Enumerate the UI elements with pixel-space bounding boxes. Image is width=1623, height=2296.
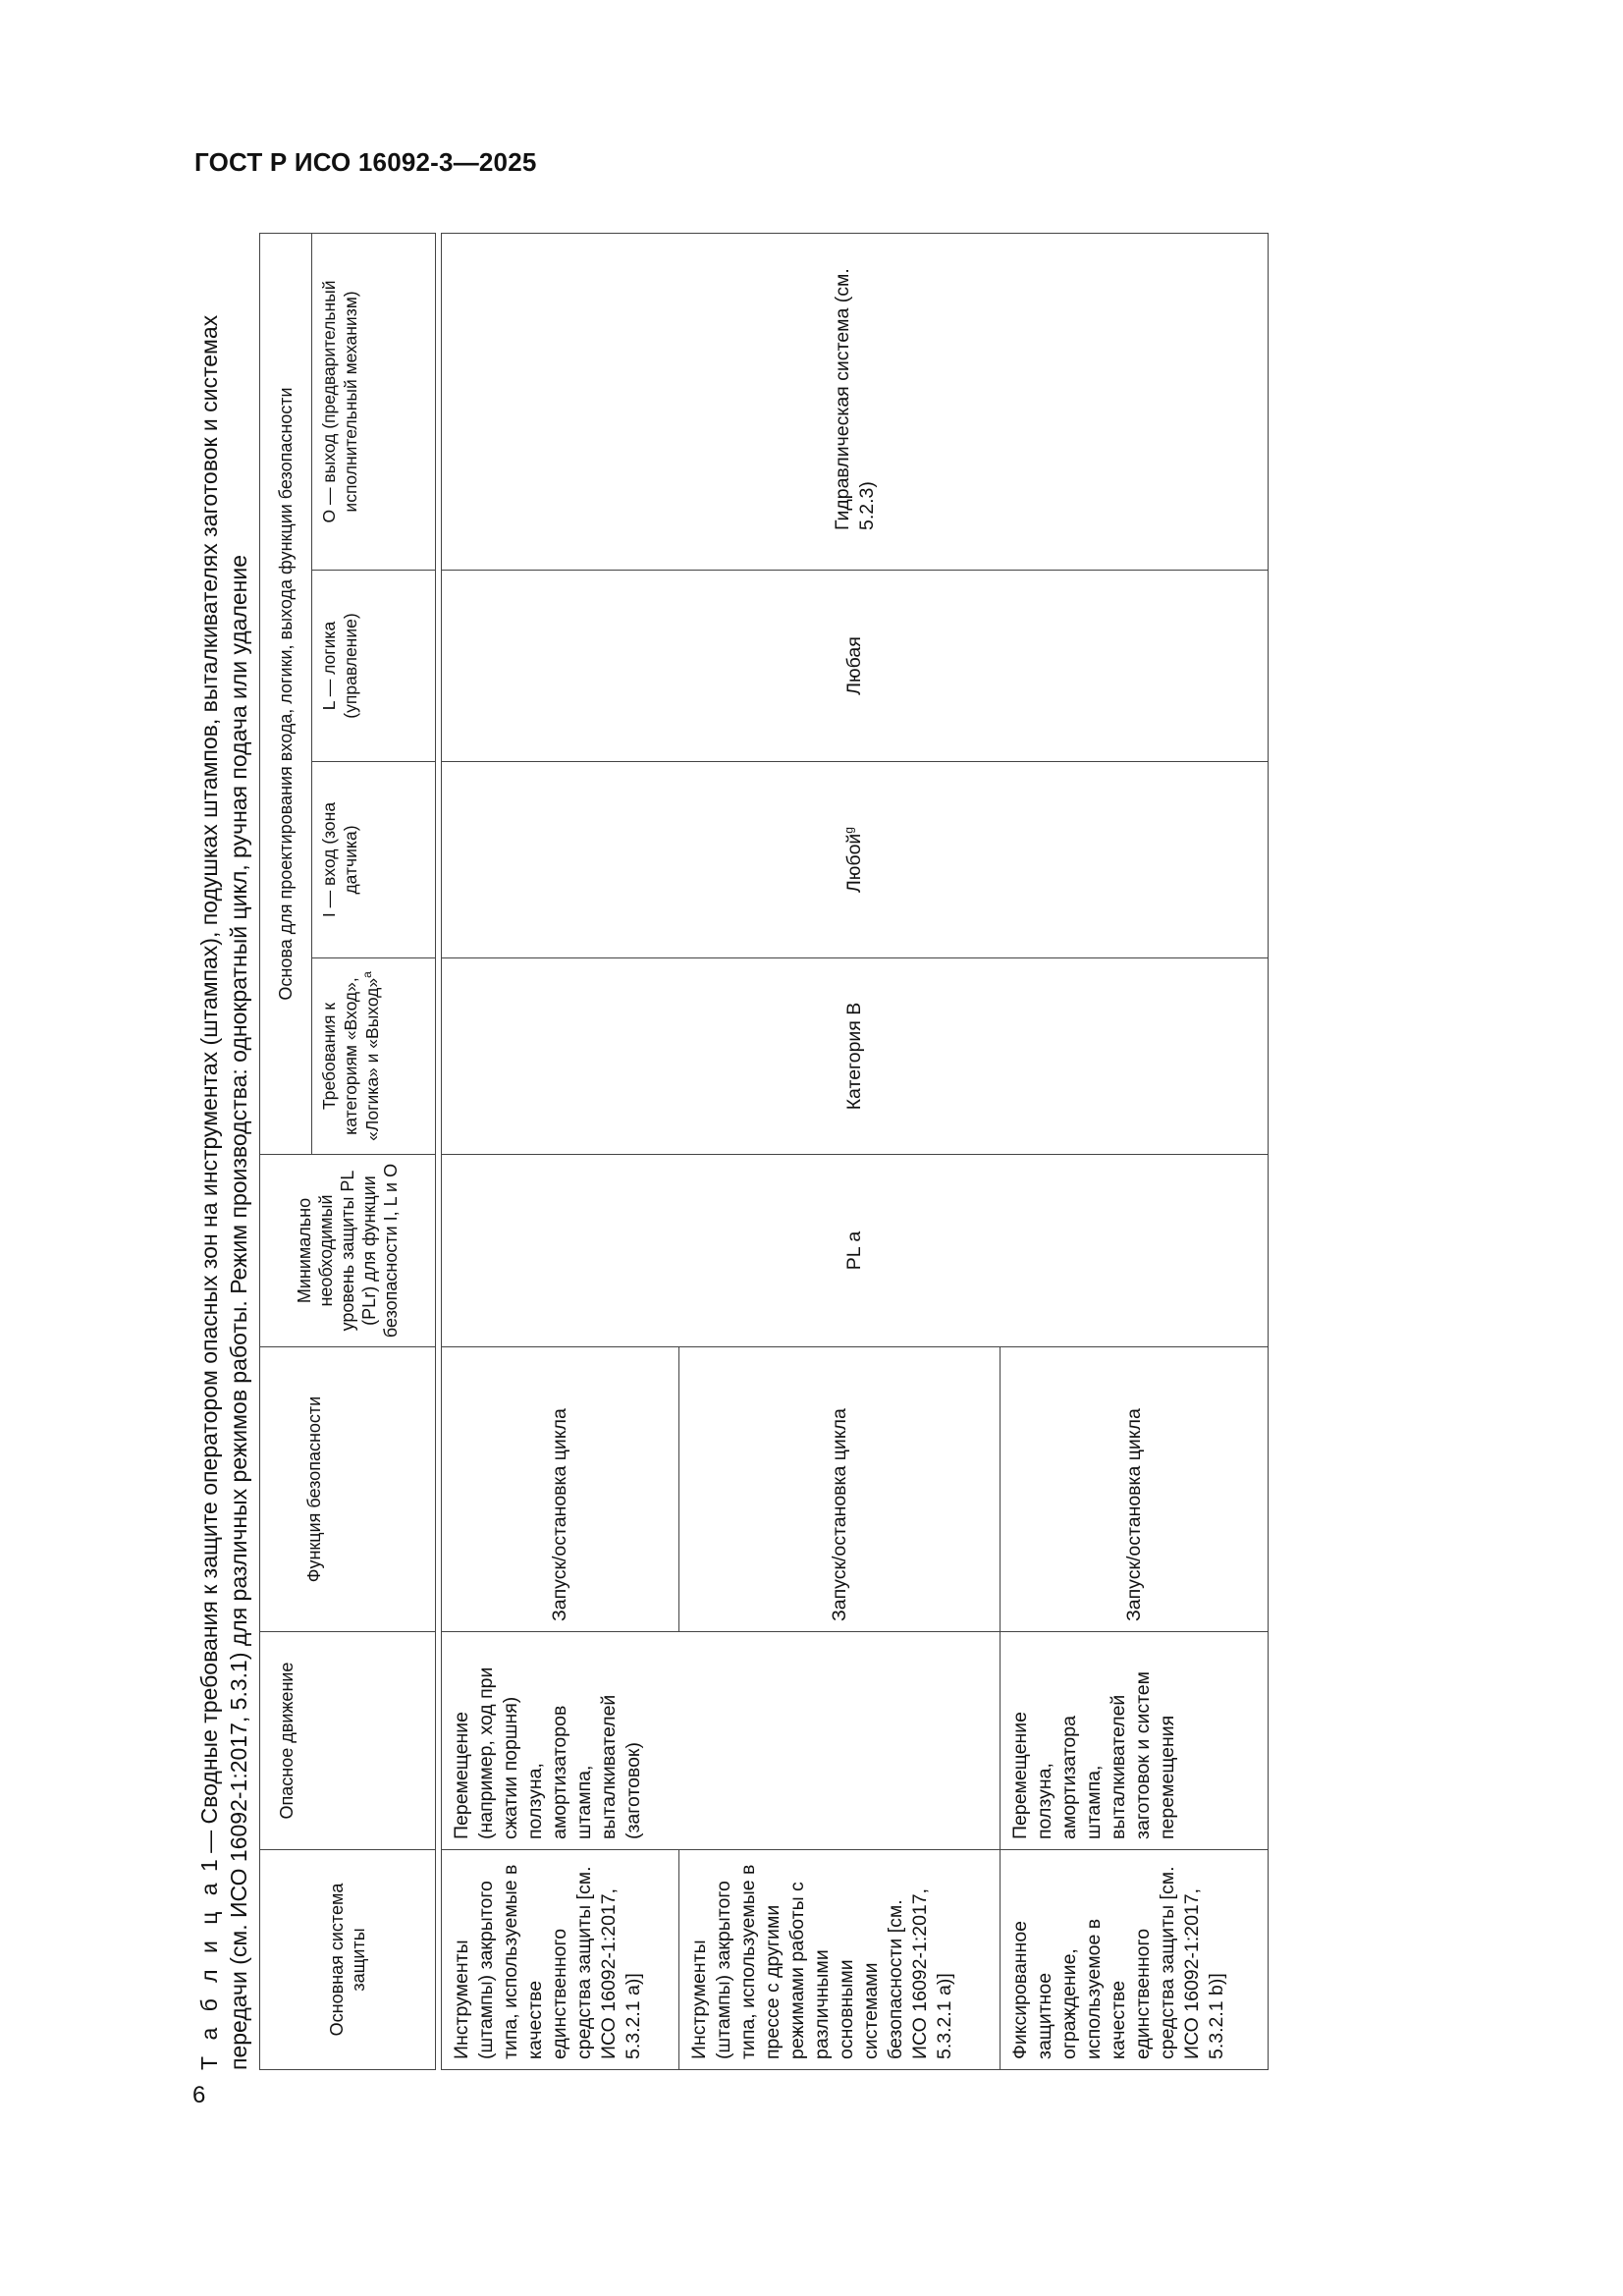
row3-safety-function: Запуск/остановка цикла	[1001, 1347, 1269, 1632]
header-min-pl: Минимально необходимый уровень защиты PL (PLr) для функции безопасности I, L и O	[260, 1155, 436, 1347]
caption-line-1	[194, 234, 224, 2070]
table-caption	[194, 234, 253, 2070]
table-row	[442, 233, 679, 2069]
header-hazard-motion: Опасное движение	[260, 1632, 436, 1850]
caption-line-2: передачи (см. ИСО 16092-1:2017, 5.3.1) для различных режимов работы. Режим производства: однократный цикл, ручная подача или удаление	[226, 554, 251, 2070]
header-output: O — выход (предварительный исполнительный механизм)	[312, 233, 436, 570]
row3-protection-system: Фиксированное защитное ограждение, используемое в качестве единственного средства защиты [см. ИСО 16092-1:2017, 5.3.2.1 b)]	[1001, 1850, 1269, 2070]
shared-input-text: Любой	[843, 833, 865, 894]
row2-protection-system: Инструменты (штампы) закрытого типа, используемые в прессе с другими режимами работы с различными основными системами безопасности [см. ИСО 16092-1:2017, 5.3.2.1 a)]	[679, 1850, 1001, 2070]
footnote-a: a	[360, 971, 375, 978]
header-requirements-text: Требования к категориям «Вход», «Логика» и «Выход»	[319, 977, 382, 1141]
row2-safety-function: Запуск/остановка цикла	[679, 1347, 1001, 1632]
header-row-1	[260, 233, 312, 2069]
shared-requirements: Категория В	[442, 958, 1269, 1155]
header-basis-group: Основа для проектирования входа, логики, выхода функции безопасности	[260, 233, 312, 1154]
header-logic: L — логика (управление)	[312, 571, 436, 762]
shared-input	[442, 762, 1269, 958]
shared-min-pl: PL a	[442, 1155, 1269, 1347]
header-input: I — вход (зона датчика)	[312, 762, 436, 958]
document-header: ГОСТ Р ИСО 16092-3—2025	[194, 147, 537, 177]
row1-safety-function: Запуск/остановка цикла	[442, 1347, 679, 1632]
caption-number: 1	[196, 1859, 222, 1873]
row3-hazard-motion: Перемещение ползуна, амортизатора штампа, выталкивателей заготовок и систем перемещения	[1001, 1632, 1269, 1850]
header-safety-function: Функция безопасности	[260, 1347, 436, 1632]
shared-logic: Любая	[442, 571, 1269, 762]
page-number: 6	[192, 2082, 206, 2108]
requirements-table	[259, 233, 1269, 2070]
header-requirements	[312, 958, 436, 1155]
caption-text-1: — Сводные требования к защите оператором опасных зон на инструментах (штампах), подушках штампов, выталкивателях заготовок и системах	[196, 314, 222, 1860]
shared-output: Гидравлическая система (см. 5.2.3)	[442, 233, 1269, 570]
row1-hazard-motion: Перемещение (например, ход при сжатии поршня) ползуна, амортизаторов штампа, выталкивателей (заготовок)	[442, 1632, 679, 1850]
caption-label: Т а б л и ц а	[196, 1878, 222, 2070]
header-protection-system: Основная система защиты	[260, 1850, 436, 2070]
row2-hazard-motion-empty	[679, 1632, 1001, 1850]
footnote-g: g	[841, 827, 856, 834]
rotated-table-section	[194, 234, 1225, 2070]
row1-protection-system: Инструменты (штампы) закрытого типа, используемые в качестве единственного средства защиты [см. ИСО 16092-1:2017, 5.3.2.1 a)]	[442, 1850, 679, 2070]
